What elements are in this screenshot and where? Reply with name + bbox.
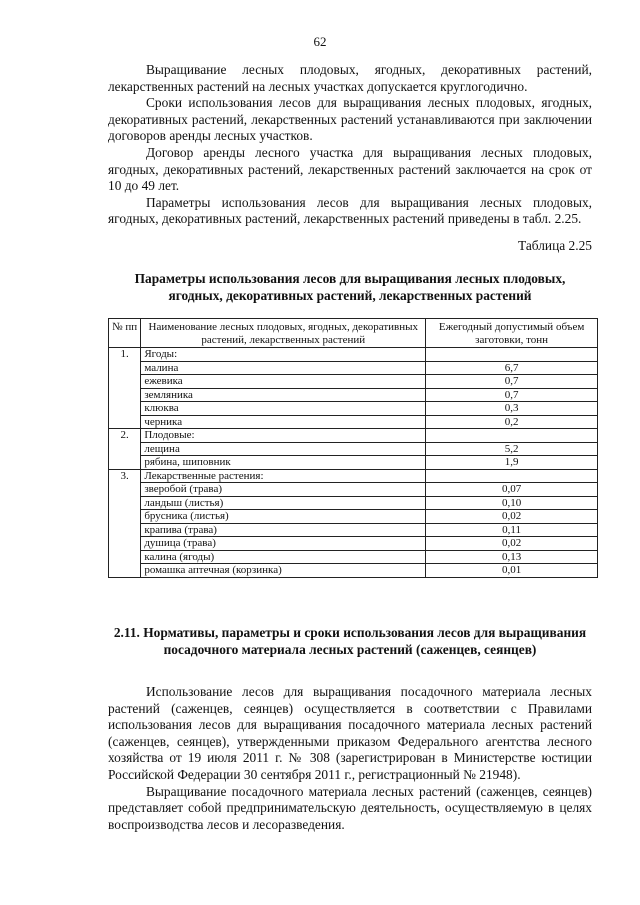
harvest-volume: 5,2	[426, 442, 598, 456]
paragraph: Выращивание лесных плодовых, ягодных, декоративных растений, лекарственных растений на лесных участках допускается круглогодично.	[108, 62, 592, 94]
plant-name: зверобой (трава)	[141, 483, 426, 497]
table-row	[109, 402, 598, 416]
plant-name: клюква	[141, 402, 426, 416]
header-num: № пп	[109, 319, 141, 348]
paragraph: Сроки использования лесов для выращивания лесных плодовых, ягодных, декоративных растений, лекарственных растений устанавливаются при заключении договоров аренды лесных участков.	[108, 95, 592, 144]
table-body	[109, 348, 598, 578]
plant-name: ландыш (листья)	[141, 496, 426, 510]
page-number: 62	[313, 34, 327, 49]
plant-name: рябина, шиповник	[141, 456, 426, 470]
harvest-volume: 0,13	[426, 550, 598, 564]
group-number: 1.	[109, 348, 141, 429]
table-row	[109, 442, 598, 456]
harvest-volume: 0,2	[426, 415, 598, 429]
harvest-volume: 0,11	[426, 523, 598, 537]
paragraph: Использование лесов для выращивания посадочного материала лесных растений (саженцев, сеянцев) осуществляется в соответствии с Правилами использования лесов для выращивания посадочного материала лесных растений (саженцев, сеянцев), утвержденными приказом Федерального агентства лесного хозяйства от 19 июля 2011 г. № 308 (зарегистрирован в Министерстве юстиции Российской Федерации 30 сентября 2011 г., регистрационный № 21948).	[108, 684, 592, 782]
table-row	[109, 388, 598, 402]
paragraph: Договор аренды лесного участка для выращивания лесных плодовых, ягодных, декоративных растений, лекарственных растений заключается на срок от 10 до 49 лет.	[108, 144, 592, 194]
harvest-volume: 0,7	[426, 388, 598, 402]
harvest-volume: 1,9	[426, 456, 598, 470]
table-group-row	[109, 429, 598, 443]
group-title: Лекарственные растения:	[141, 469, 426, 483]
header-name: Наименование лесных плодовых, ягодных, декоративных растений, лекарственных растений	[141, 319, 426, 348]
harvest-volume: 0,02	[426, 510, 598, 524]
table-row	[109, 375, 598, 389]
group-number: 2.	[109, 429, 141, 470]
plant-name: черника	[141, 415, 426, 429]
table-row	[109, 483, 598, 497]
table-title: Параметры использования лесов для выращивания лесных плодовых, ягодных, декоративных растений, лекарственных растений	[134, 271, 566, 303]
group-value-empty	[426, 469, 598, 483]
harvest-volume: 0,3	[426, 402, 598, 416]
plant-name: ромашка аптечная (корзинка)	[141, 564, 426, 578]
section-title: 2.11. Нормативы, параметры и сроки использования лесов для выращивания посадочного материала лесных растений (саженцев, сеянцев)	[113, 625, 587, 657]
harvest-volume: 0,02	[426, 537, 598, 551]
harvest-volume: 0,01	[426, 564, 598, 578]
table-group-row	[109, 348, 598, 362]
harvest-volume: 0,10	[426, 496, 598, 510]
harvest-volume: 0,07	[426, 483, 598, 497]
table-row	[109, 456, 598, 470]
group-value-empty	[426, 429, 598, 443]
plant-name: ежевика	[141, 375, 426, 389]
plant-name: брусника (листья)	[141, 510, 426, 524]
table-group-row	[109, 469, 598, 483]
table-row	[109, 537, 598, 551]
group-value-empty	[426, 348, 598, 362]
table-row	[109, 523, 598, 537]
plant-name: земляника	[141, 388, 426, 402]
table-caption: Таблица 2.25	[517, 238, 592, 253]
table-row	[109, 564, 598, 578]
harvest-volume: 0,7	[426, 375, 598, 389]
data-table	[108, 318, 598, 578]
table-row	[109, 550, 598, 564]
plant-name: малина	[141, 361, 426, 375]
table-row	[109, 510, 598, 524]
paragraph: Выращивание посадочного материала лесных растений (саженцев, сеянцев) представляет собой предпринимательскую деятельность, осуществляемую в целях воспроизводства лесов и лесоразведения.	[108, 783, 592, 832]
group-title: Ягоды:	[141, 348, 426, 362]
section-text	[108, 684, 592, 833]
plant-name: лещина	[141, 442, 426, 456]
plant-name: душица (трава)	[141, 537, 426, 551]
plant-name: крапива (трава)	[141, 523, 426, 537]
group-number: 3.	[109, 469, 141, 577]
harvest-volume: 6,7	[426, 361, 598, 375]
table-header-row	[109, 319, 598, 348]
plant-name: калина (ягоды)	[141, 550, 426, 564]
table-row	[109, 496, 598, 510]
intro-text	[108, 62, 592, 228]
paragraph: Параметры использования лесов для выращивания лесных плодовых, ягодных, декоративных растений, лекарственных растений приведены в табл. 2.25.	[108, 194, 592, 227]
table-row	[109, 361, 598, 375]
header-value: Ежегодный допустимый объем заготовки, тонн	[426, 319, 598, 348]
table-row	[109, 415, 598, 429]
group-title: Плодовые:	[141, 429, 426, 443]
